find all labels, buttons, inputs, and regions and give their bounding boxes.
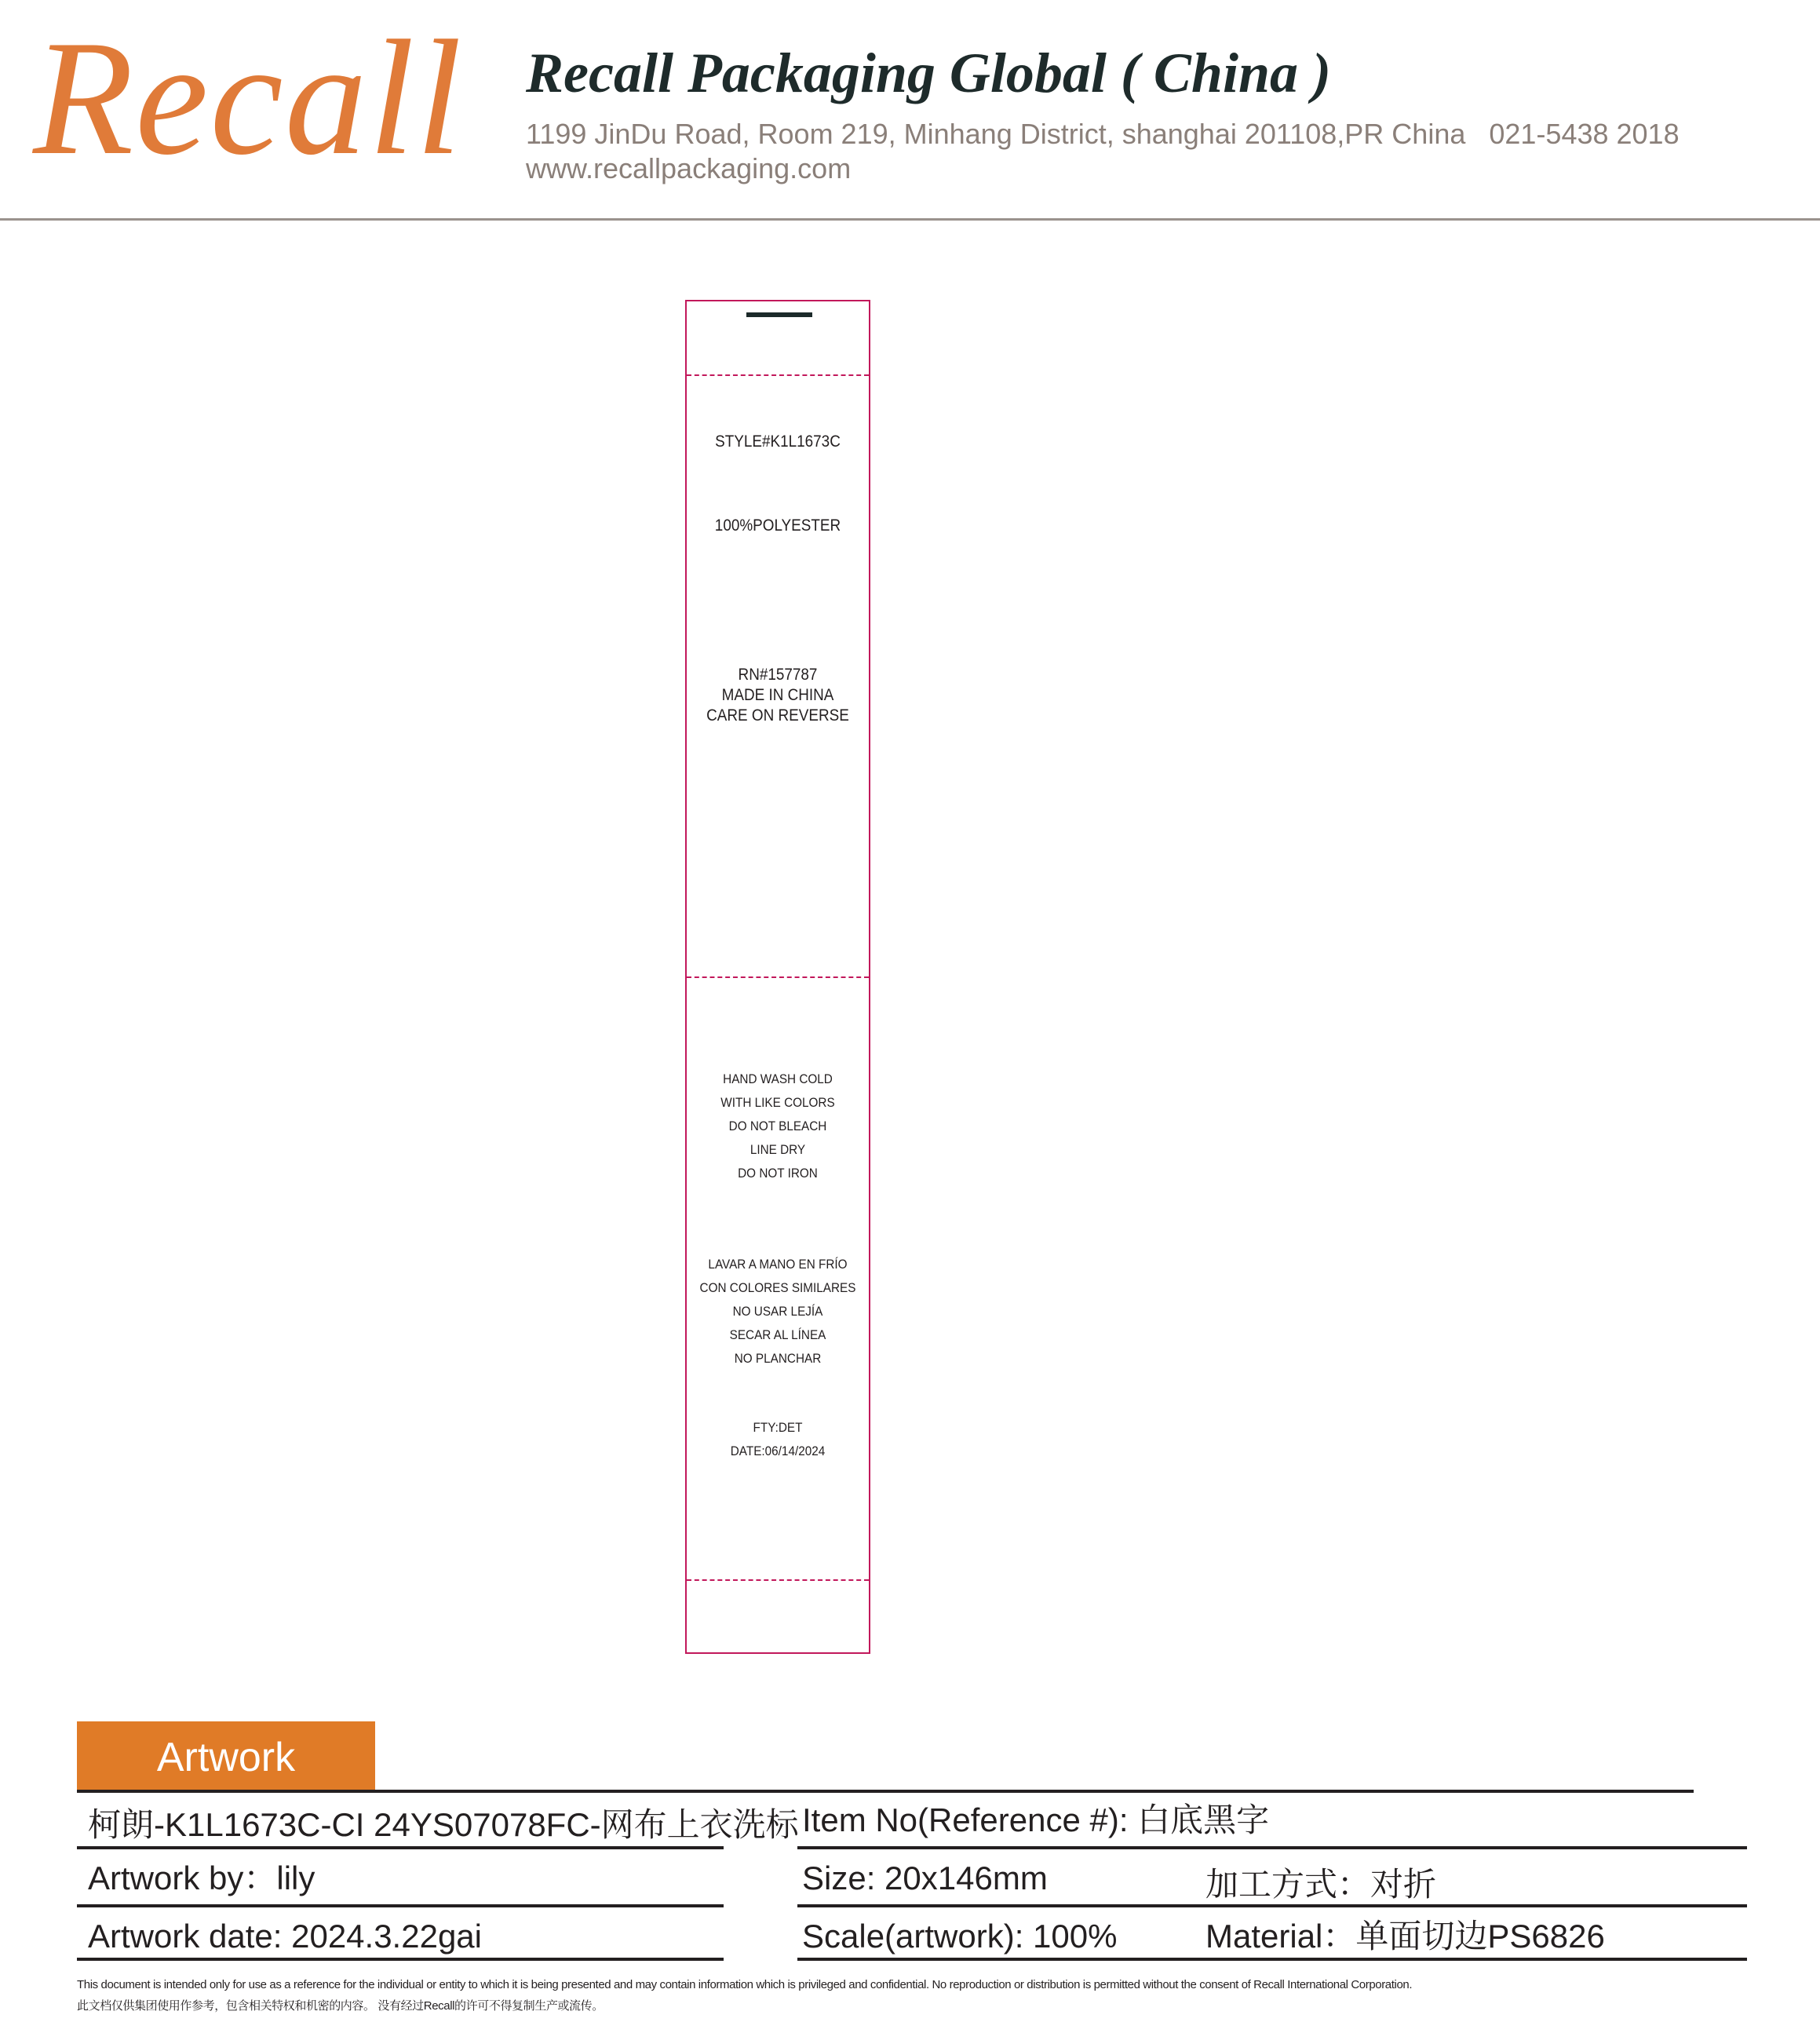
care-line: WITH LIKE COLORS <box>720 1095 835 1110</box>
artwork-tab: Artwork <box>77 1721 375 1790</box>
fold-line-middle <box>687 976 869 978</box>
artwork-by: Artwork by：lily <box>88 1860 315 1896</box>
label-slot-mark <box>746 312 812 317</box>
info-rule <box>797 1904 1747 1907</box>
legal-notice-zh: 此文档仅供集团使用作参考，包含相关特权和机密的内容。 没有经过Recall的许可不得复制生产或流传。 <box>77 1999 604 2013</box>
item-number: Item No(Reference #): 白底黑字 <box>802 1801 1270 1838</box>
label-care-note: CARE ON REVERSE <box>706 706 849 725</box>
company-address <box>526 118 1680 151</box>
care-line: DO NOT BLEACH <box>728 1119 827 1133</box>
care-line: CON COLORES SIMILARES <box>699 1280 856 1295</box>
material: Material：单面切边PS6826 <box>1205 1918 1605 1955</box>
fold-line-top <box>687 374 869 376</box>
label-rn: RN#157787 <box>738 666 818 684</box>
label-rn-block <box>687 665 869 726</box>
company-website[interactable]: www.recallpackaging.com <box>526 152 852 184</box>
info-rule <box>77 1846 724 1849</box>
care-line: HAND WASH COLD <box>723 1071 833 1086</box>
info-rule <box>797 1958 1747 1961</box>
care-instructions-es <box>687 1253 869 1371</box>
info-top-rule <box>77 1790 1694 1793</box>
legal-notice-en: This document is intended only for use as a reference for the individual or entity to which it is being presented and may contain information which is privileged and confidential. No reproduction or distribution is permitted without the consent of Recall International Corporation. <box>77 1978 1413 1991</box>
process-method: 加工方式：对折 <box>1205 1866 1437 1903</box>
care-line: LINE DRY <box>750 1142 806 1157</box>
label-origin: MADE IN CHINA <box>721 686 834 704</box>
care-instructions-en <box>687 1068 869 1185</box>
label-date: DATE:06/14/2024 <box>730 1444 826 1458</box>
company-name: Recall Packaging Global ( China ) <box>526 42 1331 104</box>
label-style-number: STYLE#K1L1673C <box>715 433 841 451</box>
header-divider <box>0 218 1820 221</box>
care-line: LAVAR A MANO EN FRÍO <box>708 1257 848 1272</box>
info-rule <box>77 1904 724 1907</box>
product-name: 柯朗-K1L1673C-CI 24YS07078FC-网布上衣洗标 <box>88 1806 799 1843</box>
address-text: 1199 JinDu Road, Room 219, Minhang District, shanghai 201108,PR China <box>526 118 1466 150</box>
info-rule <box>77 1958 724 1961</box>
label-factory: FTY:DET <box>753 1420 803 1435</box>
artwork-scale: Scale(artwork): 100% <box>802 1918 1118 1955</box>
recall-logo: Recall <box>33 7 464 189</box>
label-size: Size: 20x146mm <box>802 1860 1048 1896</box>
fold-line-bottom <box>687 1579 869 1581</box>
care-line: SECAR AL LÍNEA <box>729 1327 826 1342</box>
care-line: DO NOT IRON <box>738 1166 818 1181</box>
phone-number: 021-5438 2018 <box>1489 118 1680 150</box>
label-factory-block <box>687 1416 869 1463</box>
artwork-date: Artwork date: 2024.3.22gai <box>88 1918 482 1955</box>
care-line: NO USAR LEJÍA <box>732 1304 823 1319</box>
label-fabric-content: 100%POLYESTER <box>714 516 841 535</box>
info-rule <box>797 1846 1747 1849</box>
care-line: NO PLANCHAR <box>734 1351 822 1366</box>
